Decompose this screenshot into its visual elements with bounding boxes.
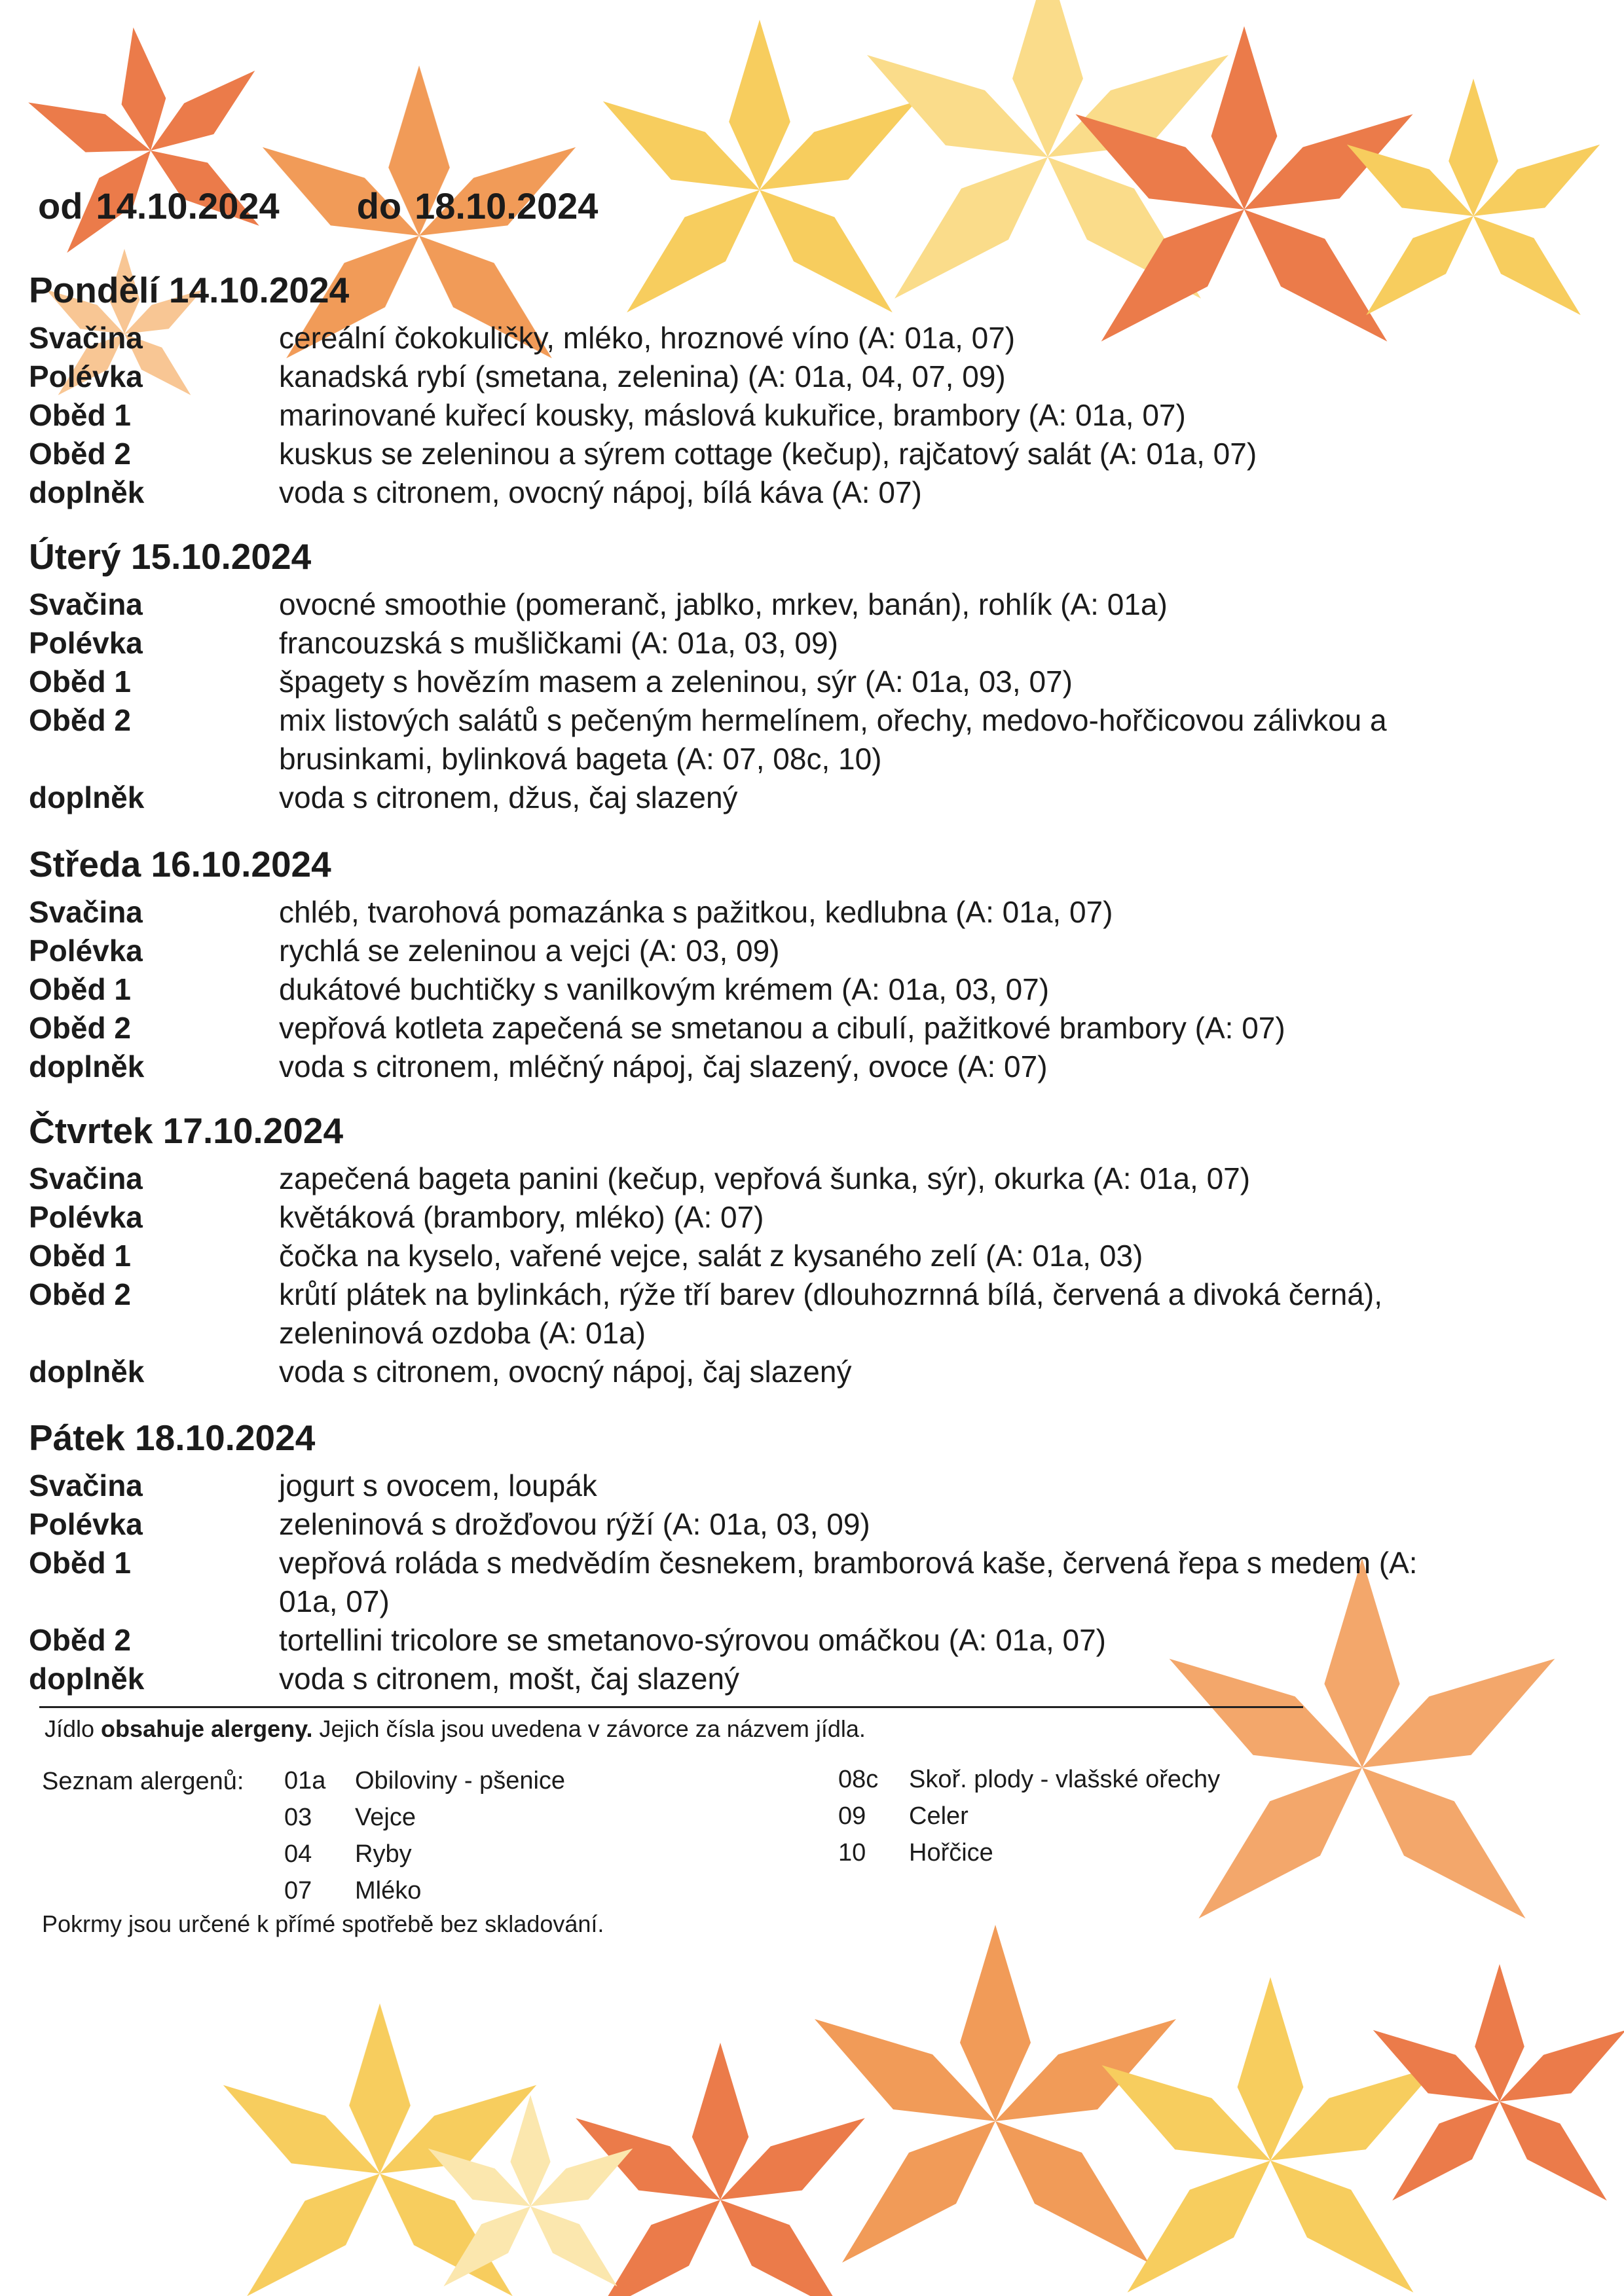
- menu-row: [29, 1621, 1469, 1660]
- meal-text: voda s citronem, mléčný nápoj, čaj slazený, ovoce (A: 07): [279, 1049, 1048, 1084]
- meal-label: Polévka: [29, 626, 143, 660]
- meal-text: mix listových salátů s pečeným hermelínem, ořechy, medovo-hořčicovou zálivkou a brusinkami, bylinková bageta (A: 07, 08c, 10): [279, 703, 1387, 776]
- meal-text: chléb, tvarohová pomazánka s pažitkou, kedlubna (A: 01a, 07): [279, 895, 1113, 929]
- meal-label: Svačina: [29, 895, 143, 929]
- menu-row: [29, 1467, 1469, 1505]
- meal-text: dukátové buchtičky s vanilkovým krémem (A: 01a, 03, 07): [279, 972, 1050, 1006]
- allergen-note-post: Jejich čísla jsou uvedena v závorce za názvem jídla.: [312, 1715, 866, 1742]
- period-to-label: do: [356, 185, 402, 227]
- meal-label: Svačina: [29, 1468, 143, 1503]
- allergen-item: [284, 1872, 421, 1909]
- meal-text: voda s citronem, ovocný nápoj, bílá káva (A: 07): [279, 475, 922, 509]
- allergen-note-bold: obsahuje alergeny.: [101, 1715, 313, 1742]
- meal-text: krůtí plátek na bylinkách, rýže tří barev (dlouhozrnná bílá, červená a divoká černá), zeleninová ozdoba (A: 01a): [279, 1277, 1382, 1350]
- menu-row: [29, 1353, 1469, 1391]
- meal-text: špagety s hovězím masem a zeleninou, sýr (A: 01a, 03, 07): [279, 665, 1073, 699]
- meal-label: Oběd 1: [29, 665, 131, 699]
- menu-period: [38, 185, 598, 227]
- allergen-code: 03: [284, 1804, 312, 1831]
- allergen-note: [45, 1715, 866, 1743]
- menu-row: [29, 319, 1469, 357]
- meal-label: Oběd 1: [29, 1239, 131, 1273]
- menu-row: [29, 1544, 1469, 1621]
- day-friday: [29, 1413, 1469, 1698]
- menu-row: [29, 1159, 1469, 1198]
- meal-text: voda s citronem, mošt, čaj slazený: [279, 1662, 740, 1696]
- allergen-code: 01a: [284, 1767, 326, 1795]
- menu-row: [29, 473, 1469, 512]
- menu-row: [29, 1048, 1469, 1086]
- meal-text: voda s citronem, džus, čaj slazený: [279, 780, 738, 814]
- meal-text: cereální čokokuličky, mléko, hroznové víno (A: 01a, 07): [279, 321, 1016, 355]
- meal-text: vepřová roláda s medvědím česnekem, bramborová kaše, červená řepa s medem (A: 01a, 07): [279, 1546, 1418, 1618]
- meal-label: Oběd 1: [29, 398, 131, 432]
- meal-label: Oběd 2: [29, 1011, 131, 1045]
- menu-row: [29, 357, 1469, 396]
- allergen-code: 07: [284, 1877, 312, 1904]
- menu-row: [29, 970, 1469, 1009]
- menu-row: [29, 1237, 1469, 1275]
- meal-label: doplněk: [29, 1355, 145, 1389]
- meal-label: doplněk: [29, 1049, 145, 1084]
- meal-text: kanadská rybí (smetana, zelenina) (A: 01a, 04, 07, 09): [279, 359, 1006, 393]
- menu-row: [29, 1275, 1469, 1353]
- allergen-name: Hořčice: [909, 1839, 993, 1867]
- meal-label: doplněk: [29, 475, 145, 509]
- meal-text: francouzská s mušličkami (A: 01a, 03, 09): [279, 626, 838, 660]
- allergen-item: [838, 1761, 1220, 1798]
- meal-label: Oběd 1: [29, 1546, 131, 1580]
- meal-label: Oběd 1: [29, 972, 131, 1006]
- meal-text: jogurt s ovocem, loupák: [279, 1468, 597, 1503]
- allergen-note-pre: Jídlo: [45, 1715, 101, 1742]
- meal-label: Oběd 2: [29, 703, 131, 737]
- period-to-date: 18.10.2024: [415, 185, 599, 227]
- allergen-item: [284, 1762, 565, 1799]
- menu-row: [29, 663, 1469, 701]
- meal-text: květáková (brambory, mléko) (A: 07): [279, 1200, 764, 1234]
- allergen-item: [284, 1836, 412, 1872]
- day-title: Úterý 15.10.2024: [29, 536, 312, 577]
- allergen-item: [284, 1799, 416, 1836]
- meal-label: doplněk: [29, 1662, 145, 1696]
- menu-row: [29, 778, 1469, 817]
- period-from-date: 14.10.2024: [96, 185, 280, 227]
- allergen-name: Skoř. plody - vlašské ořechy: [909, 1766, 1221, 1793]
- meal-text: ovocné smoothie (pomeranč, jablko, mrkev, banán), rohlík (A: 01a): [279, 587, 1168, 621]
- day-monday: [29, 265, 1469, 512]
- storage-note: Pokrmy jsou určené k přímé spotřebě bez skladování.: [42, 1910, 604, 1937]
- meal-text: marinované kuřecí kousky, máslová kukuřice, brambory (A: 01a, 07): [279, 398, 1186, 432]
- meal-label: doplněk: [29, 780, 145, 814]
- meal-text: tortellini tricolore se smetanovo-sýrovou omáčkou (A: 01a, 07): [279, 1623, 1107, 1657]
- meal-label: Polévka: [29, 359, 143, 393]
- menu-row: [29, 893, 1469, 932]
- menu-row: [29, 1660, 1469, 1698]
- allergen-name: Mléko: [355, 1877, 422, 1904]
- meal-label: Svačina: [29, 1161, 143, 1195]
- meal-text: zapečená bageta panini (kečup, vepřová šunka, sýr), okurka (A: 01a, 07): [279, 1161, 1251, 1195]
- allergen-name: Celer: [909, 1802, 969, 1830]
- day-thursday: [29, 1106, 1469, 1391]
- menu-row: [29, 1009, 1469, 1048]
- meal-label: Svačina: [29, 587, 143, 621]
- allergen-item: [838, 1834, 993, 1871]
- meal-label: Oběd 2: [29, 1623, 131, 1657]
- meal-label: Polévka: [29, 934, 143, 968]
- menu-row: [29, 585, 1469, 624]
- day-title: Pátek 18.10.2024: [29, 1417, 316, 1458]
- meal-label: Oběd 2: [29, 437, 131, 471]
- allergen-item: [838, 1798, 969, 1834]
- day-tuesday: [29, 532, 1469, 817]
- day-title: Čtvrtek 17.10.2024: [29, 1110, 344, 1151]
- meal-text: kuskus se zeleninou a sýrem cottage (kečup), rajčatový salát (A: 01a, 07): [279, 437, 1257, 471]
- day-title: Pondělí 14.10.2024: [29, 270, 350, 310]
- allergen-name: Vejce: [355, 1804, 416, 1831]
- allergen-code: 04: [284, 1840, 312, 1868]
- menu-row: [29, 1505, 1469, 1544]
- day-wednesday: [29, 839, 1469, 1086]
- period-from-label: od: [38, 185, 83, 227]
- meal-text: rychlá se zeleninou a vejci (A: 03, 09): [279, 934, 780, 968]
- allergen-code: 08c: [838, 1766, 879, 1793]
- menu-row: [29, 701, 1469, 778]
- allergen-list-title: Seznam alergenů:: [42, 1768, 244, 1795]
- meal-text: vepřová kotleta zapečená se smetanou a cibulí, pažitkové brambory (A: 07): [279, 1011, 1285, 1045]
- menu-row: [29, 932, 1469, 970]
- meal-label: Oběd 2: [29, 1277, 131, 1311]
- divider: [39, 1706, 1303, 1708]
- day-title: Středa 16.10.2024: [29, 844, 331, 884]
- allergen-code: 10: [838, 1839, 866, 1867]
- menu-row: [29, 435, 1469, 473]
- allergen-name: Obiloviny - pšenice: [355, 1767, 566, 1795]
- menu-row: [29, 624, 1469, 663]
- meal-label: Polévka: [29, 1507, 143, 1541]
- menu-row: [29, 1198, 1469, 1237]
- meal-label: Svačina: [29, 321, 143, 355]
- allergen-code: 09: [838, 1802, 866, 1830]
- meal-text: voda s citronem, ovocný nápoj, čaj slazený: [279, 1355, 852, 1389]
- menu-row: [29, 396, 1469, 435]
- allergen-name: Ryby: [355, 1840, 412, 1868]
- meal-text: zeleninová s drožďovou rýží (A: 01a, 03, 09): [279, 1507, 870, 1541]
- meal-text: čočka na kyselo, vařené vejce, salát z kysaného zelí (A: 01a, 03): [279, 1239, 1143, 1273]
- meal-label: Polévka: [29, 1200, 143, 1234]
